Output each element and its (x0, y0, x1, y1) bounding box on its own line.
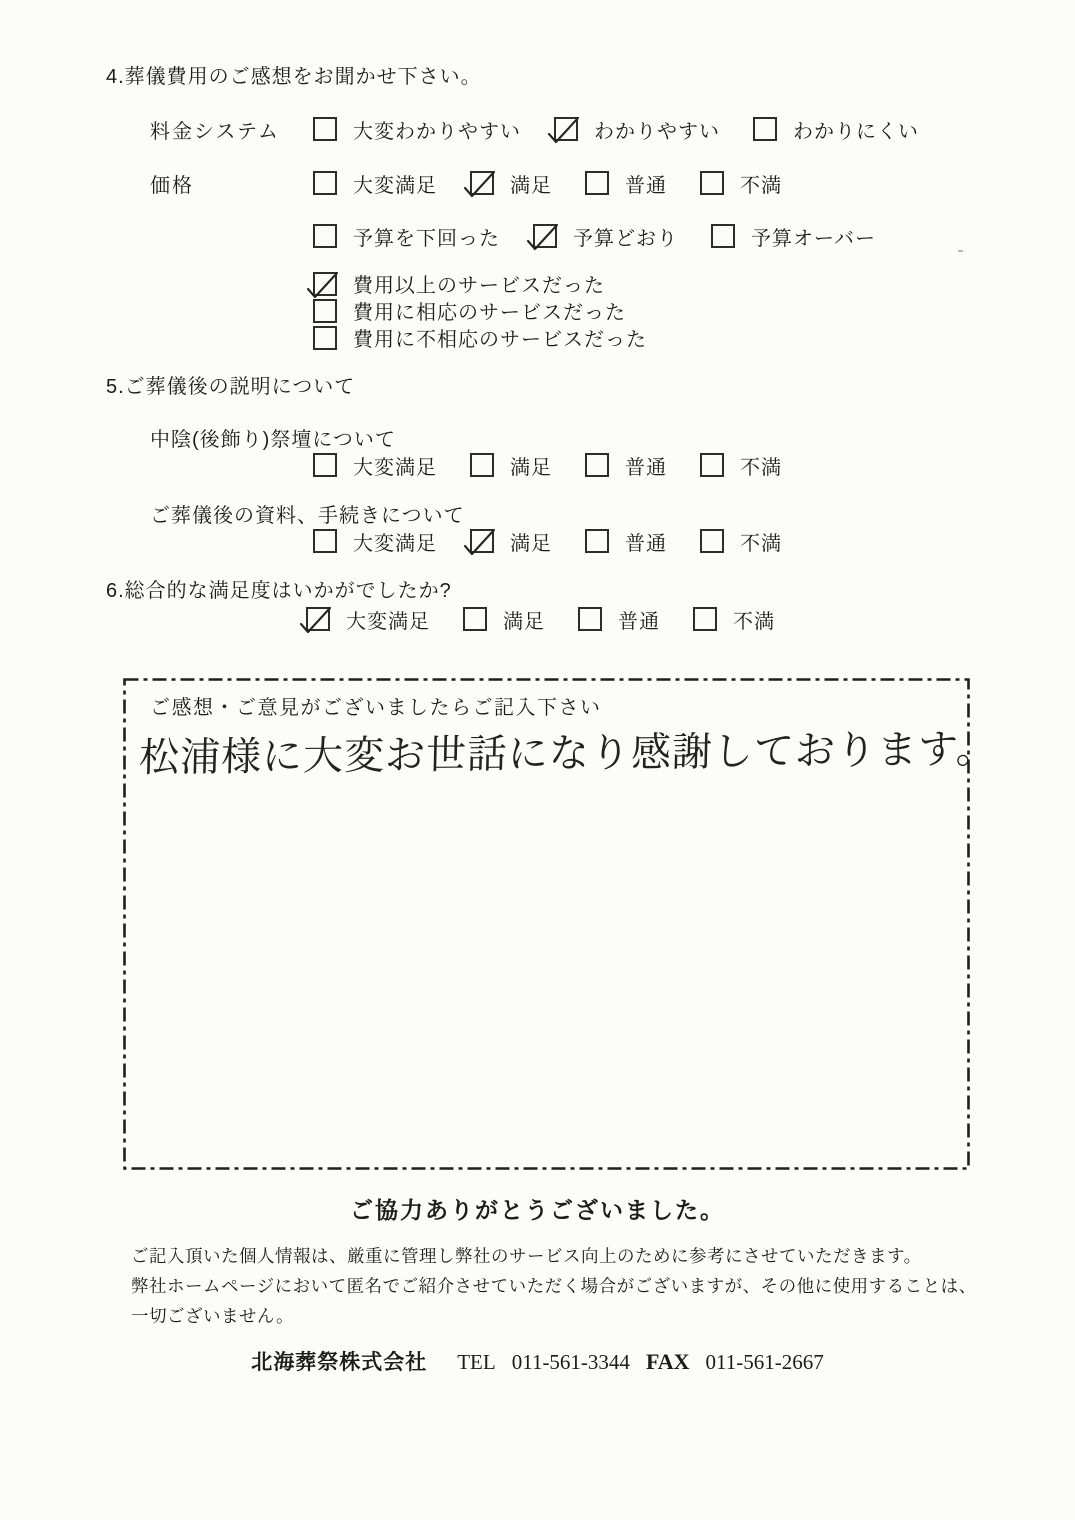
option-price-satisfied (470, 169, 552, 198)
option-label: 大変満足 (353, 532, 437, 555)
option-fee-very-clear (313, 115, 521, 144)
checkbox-overall-unsatisfied[interactable] (693, 607, 717, 631)
option-label: わかりにくい (793, 120, 919, 143)
option-label: 大変満足 (353, 456, 437, 479)
check-mark-icon (297, 604, 335, 638)
section-4-title: 4.葬儀費用のご感想をお聞かせ下さい。 (106, 66, 482, 88)
checkbox-altar-very-satisfied[interactable] (313, 453, 337, 477)
option-label: 普通 (625, 456, 667, 479)
option-label: 予算どおり (573, 227, 678, 250)
option-label: 不満 (740, 174, 782, 197)
checkbox-altar-satisfied[interactable] (470, 453, 494, 477)
closing-message: ご協力ありがとうございました。 (350, 1197, 725, 1223)
altar-options-row (313, 452, 815, 478)
fee-system-row (150, 116, 952, 142)
comment-box[interactable] (123, 678, 998, 1170)
option-paperwork-very-satisfied (313, 527, 437, 556)
altar-sub-label: 中陰(後飾り)祭壇について (150, 429, 396, 451)
option-overall-unsatisfied (693, 605, 775, 634)
option-price-very-satisfied (313, 169, 437, 198)
checkbox-fee-unclear[interactable] (753, 117, 777, 141)
option-altar-normal (585, 451, 667, 480)
checkbox-price-normal[interactable] (585, 171, 609, 195)
checkbox-overall-normal[interactable] (578, 607, 602, 631)
checkbox-overall-very-satisfied[interactable] (306, 607, 330, 631)
checkbox-price-very-satisfied[interactable] (313, 171, 337, 195)
option-value-below-cost (313, 324, 647, 351)
option-label: 普通 (618, 610, 660, 633)
check-mark-icon (461, 526, 499, 560)
privacy-notice (131, 1241, 1011, 1331)
option-label: 不満 (733, 610, 775, 633)
option-label: 費用以上のサービスだった (353, 275, 605, 297)
checkbox-fee-clear[interactable] (554, 117, 578, 141)
option-label: 満足 (510, 456, 552, 479)
paperwork-sub-label: ご葬儀後の資料、手続きについて (150, 505, 465, 527)
option-overall-satisfied (463, 605, 545, 634)
section-6-title: 6.総合的な満足度はいかがでしたか? (106, 580, 452, 602)
footer (0, 1346, 1075, 1376)
option-label: 費用に相応のサービスだった (353, 302, 626, 324)
option-label: 満足 (510, 532, 552, 555)
option-budget-as-planned (533, 222, 678, 251)
checkbox-paperwork-very-satisfied[interactable] (313, 529, 337, 553)
checkbox-altar-normal[interactable] (585, 453, 609, 477)
checkbox-paperwork-normal[interactable] (585, 529, 609, 553)
option-fee-clear (554, 115, 720, 144)
option-overall-very-satisfied (306, 605, 430, 634)
option-overall-normal (578, 605, 660, 634)
option-budget-under (313, 222, 500, 251)
section-5-title: 5.ご葬儀後の説明について (106, 376, 356, 398)
scan-artifact (958, 250, 963, 252)
option-altar-satisfied (470, 451, 552, 480)
check-mark-icon (545, 114, 583, 148)
comment-box-label: ご感想・ご意見がございましたらご記入下さい (150, 697, 602, 719)
check-mark-icon (524, 221, 562, 255)
check-mark-icon (304, 269, 342, 303)
price-label: 価格 (150, 174, 194, 197)
option-fee-unclear (753, 115, 919, 144)
privacy-line: 一切ございません。 (131, 1306, 295, 1326)
checkbox-value-below-cost[interactable] (313, 326, 337, 350)
option-label: わかりやすい (594, 120, 720, 143)
fax-label: FAX (645, 1349, 690, 1374)
price-row (150, 170, 815, 196)
checkbox-budget-over[interactable] (711, 224, 735, 248)
checkbox-value-above-cost[interactable] (313, 272, 337, 296)
budget-row (150, 223, 909, 249)
fee-system-label: 料金システム (150, 120, 280, 143)
fax-number: 011-561-2667 (705, 1350, 824, 1374)
option-label: 費用に不相応のサービスだった (353, 329, 647, 351)
checkbox-overall-satisfied[interactable] (463, 607, 487, 631)
privacy-line: ご記入頂いた個人情報は、厳重に管理し弊社のサービス向上のために参考にさせていただきます。 (131, 1246, 922, 1266)
service-value-rows (313, 270, 647, 351)
option-label: 不満 (740, 456, 782, 479)
option-label: 大変満足 (346, 610, 430, 633)
option-label: 予算を下回った (353, 227, 500, 250)
option-label: 予算オーバー (751, 227, 876, 250)
option-paperwork-normal (585, 527, 667, 556)
option-budget-over (711, 222, 876, 251)
checkbox-paperwork-unsatisfied[interactable] (700, 529, 724, 553)
checkbox-value-matched-cost[interactable] (313, 299, 337, 323)
option-label: 普通 (625, 532, 667, 555)
option-paperwork-satisfied (470, 527, 552, 556)
checkbox-altar-unsatisfied[interactable] (700, 453, 724, 477)
checkbox-paperwork-satisfied[interactable] (470, 529, 494, 553)
checkbox-budget-under[interactable] (313, 224, 337, 248)
option-label: 大変満足 (353, 174, 437, 197)
option-label: 満足 (503, 610, 545, 633)
paperwork-options-row (313, 528, 815, 554)
checkbox-fee-very-clear[interactable] (313, 117, 337, 141)
tel-label: TEL (457, 1350, 496, 1374)
option-label: 不満 (740, 532, 782, 555)
handwritten-comment: 松浦様に大変お世話になり感謝しております。 (138, 727, 998, 781)
option-label: 普通 (625, 174, 667, 197)
check-mark-icon (461, 168, 499, 202)
option-label: 満足 (510, 174, 552, 197)
company-name: 北海葬祭株式会社 (251, 1351, 428, 1374)
checkbox-price-unsatisfied[interactable] (700, 171, 724, 195)
checkbox-price-satisfied[interactable] (470, 171, 494, 195)
privacy-line: 弊社ホームページにおいて匿名でご紹介させていただく場合がございますが、その他に使用することは、 (131, 1276, 977, 1296)
option-price-normal (585, 169, 667, 198)
option-altar-very-satisfied (313, 451, 437, 480)
option-price-unsatisfied (700, 169, 782, 198)
option-label: 大変わかりやすい (353, 120, 521, 143)
option-altar-unsatisfied (700, 451, 782, 480)
option-paperwork-unsatisfied (700, 527, 782, 556)
option-value-matched-cost (313, 297, 647, 324)
overall-options-row (306, 606, 808, 632)
tel-number: 011-561-3344 (511, 1350, 630, 1374)
checkbox-budget-as-planned[interactable] (533, 224, 557, 248)
option-value-above-cost (313, 270, 647, 297)
